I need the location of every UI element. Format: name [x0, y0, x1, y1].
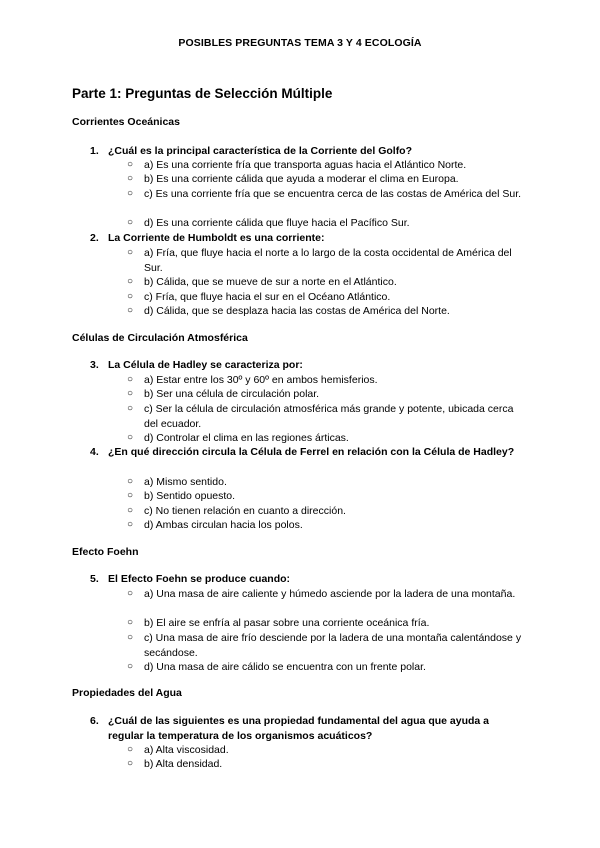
question-number: 1.	[90, 145, 99, 157]
question-2	[90, 231, 520, 246]
option-1a	[127, 158, 522, 173]
bullet-icon: ○	[127, 661, 134, 672]
option-6a	[127, 743, 522, 758]
option-6b	[127, 757, 522, 772]
bullet-icon: ○	[127, 758, 134, 769]
question-text: El Efecto Foehn se produce cuando:	[108, 573, 291, 585]
bullet-icon: ○	[127, 519, 134, 530]
bullet-icon: ○	[127, 432, 134, 443]
option-2a	[127, 246, 522, 275]
option-text: a) Estar entre los 30º y 60º en ambos hemisferios.	[144, 374, 378, 386]
bullet-icon: ○	[127, 217, 134, 228]
option-text: d) Ambas circulan hacia los polos.	[144, 519, 303, 531]
question-6	[90, 714, 520, 743]
bullet-icon: ○	[127, 490, 134, 501]
question-text: ¿En qué dirección circula la Célula de Ferrel en relación con la Célula de Hadley?	[108, 446, 515, 458]
option-text: b) Sentido opuesto.	[144, 490, 236, 502]
option-4a	[127, 475, 522, 490]
option-3c	[127, 402, 522, 431]
bullet-icon: ○	[127, 173, 134, 184]
option-text: b) El aire se enfría al pasar sobre una corriente oceánica fría.	[144, 617, 430, 629]
bullet-icon: ○	[127, 588, 134, 599]
section-title-foehn: Efecto Foehn	[72, 546, 139, 558]
option-text: b) Es una corriente cálida que ayuda a moderar el clima en Europa.	[144, 173, 459, 185]
bullet-icon: ○	[127, 744, 134, 755]
option-text: a) Mismo sentido.	[144, 476, 227, 488]
bullet-icon: ○	[127, 403, 134, 414]
option-2d	[127, 304, 522, 319]
question-text: La Corriente de Humboldt es una corriente:	[108, 232, 325, 244]
option-1c	[127, 187, 522, 202]
option-4b	[127, 489, 522, 504]
option-3a	[127, 373, 522, 388]
question-3	[90, 358, 520, 373]
option-text: b) Alta densidad.	[144, 758, 223, 770]
option-text: b) Ser una célula de circulación polar.	[144, 388, 320, 400]
question-text: ¿Cuál es la principal característica de la Corriente del Golfo?	[108, 145, 413, 157]
bullet-icon: ○	[127, 305, 134, 316]
option-5c	[127, 631, 522, 660]
option-text: c) No tienen relación en cuanto a dirección.	[144, 505, 346, 517]
option-text: a) Fría, que fluye hacia el norte a lo largo de la costa occidental de América del Sur.	[144, 247, 512, 274]
option-4d	[127, 518, 522, 533]
option-text: a) Una masa de aire caliente y húmedo asciende por la ladera de una montaña.	[144, 588, 516, 600]
bullet-icon: ○	[127, 632, 134, 643]
bullet-icon: ○	[127, 476, 134, 487]
bullet-icon: ○	[127, 188, 134, 199]
option-text: d) Controlar el clima en las regiones árticas.	[144, 432, 349, 444]
option-text: c) Es una corriente fría que se encuentra cerca de las costas de América del Sur.	[144, 188, 522, 200]
option-4c	[127, 504, 522, 519]
question-1	[90, 144, 520, 159]
document-title: POSIBLES PREGUNTAS TEMA 3 Y 4 ECOLOGÍA	[178, 37, 422, 49]
option-3d	[127, 431, 522, 446]
option-2b	[127, 275, 522, 290]
question-number: 6.	[90, 715, 99, 727]
option-text: a) Es una corriente fría que transporta aguas hacia el Atlántico Norte.	[144, 159, 467, 171]
bullet-icon: ○	[127, 505, 134, 516]
bullet-icon: ○	[127, 276, 134, 287]
question-text: La Célula de Hadley se caracteriza por:	[108, 359, 303, 371]
option-text: c) Fría, que fluye hacia el sur en el Océano Atlántico.	[144, 291, 391, 303]
option-3b	[127, 387, 522, 402]
option-text: b) Cálida, que se mueve de sur a norte en el Atlántico.	[144, 276, 397, 288]
option-text: d) Es una corriente cálida que fluye hacia el Pacífico Sur.	[144, 217, 410, 229]
bullet-icon: ○	[127, 374, 134, 385]
option-text: d) Una masa de aire cálido se encuentra con un frente polar.	[144, 661, 426, 673]
option-text: d) Cálida, que se desplaza hacia las costas de América del Norte.	[144, 305, 450, 317]
section-title-celulas: Células de Circulación Atmosférica	[72, 332, 248, 344]
question-4	[90, 445, 520, 460]
bullet-icon: ○	[127, 388, 134, 399]
question-number: 3.	[90, 359, 99, 371]
part-title: Parte 1: Preguntas de Selección Múltiple	[72, 86, 333, 101]
option-5a	[127, 587, 522, 602]
option-2c	[127, 290, 522, 305]
question-5	[90, 572, 520, 587]
section-title-corrientes: Corrientes Oceánicas	[72, 116, 180, 128]
bullet-icon: ○	[127, 617, 134, 628]
question-text: ¿Cuál de las siguientes es una propiedad fundamental del agua que ayuda a regular la temperatura de los organismos acuáticos?	[108, 715, 490, 742]
question-number: 2.	[90, 232, 99, 244]
bullet-icon: ○	[127, 159, 134, 170]
question-number: 4.	[90, 446, 99, 458]
option-5b	[127, 616, 522, 631]
option-1d	[127, 216, 522, 231]
bullet-icon: ○	[127, 247, 134, 258]
option-text: c) Ser la célula de circulación atmosférica más grande y potente, ubicada cerca del ecuador.	[144, 403, 514, 430]
option-5d	[127, 660, 522, 675]
option-1b	[127, 172, 522, 187]
option-text: a) Alta viscosidad.	[144, 744, 229, 756]
section-title-agua: Propiedades del Agua	[72, 687, 182, 699]
option-text: c) Una masa de aire frío desciende por la ladera de una montaña calentándose y secándose.	[144, 632, 522, 659]
bullet-icon: ○	[127, 291, 134, 302]
question-number: 5.	[90, 573, 99, 585]
